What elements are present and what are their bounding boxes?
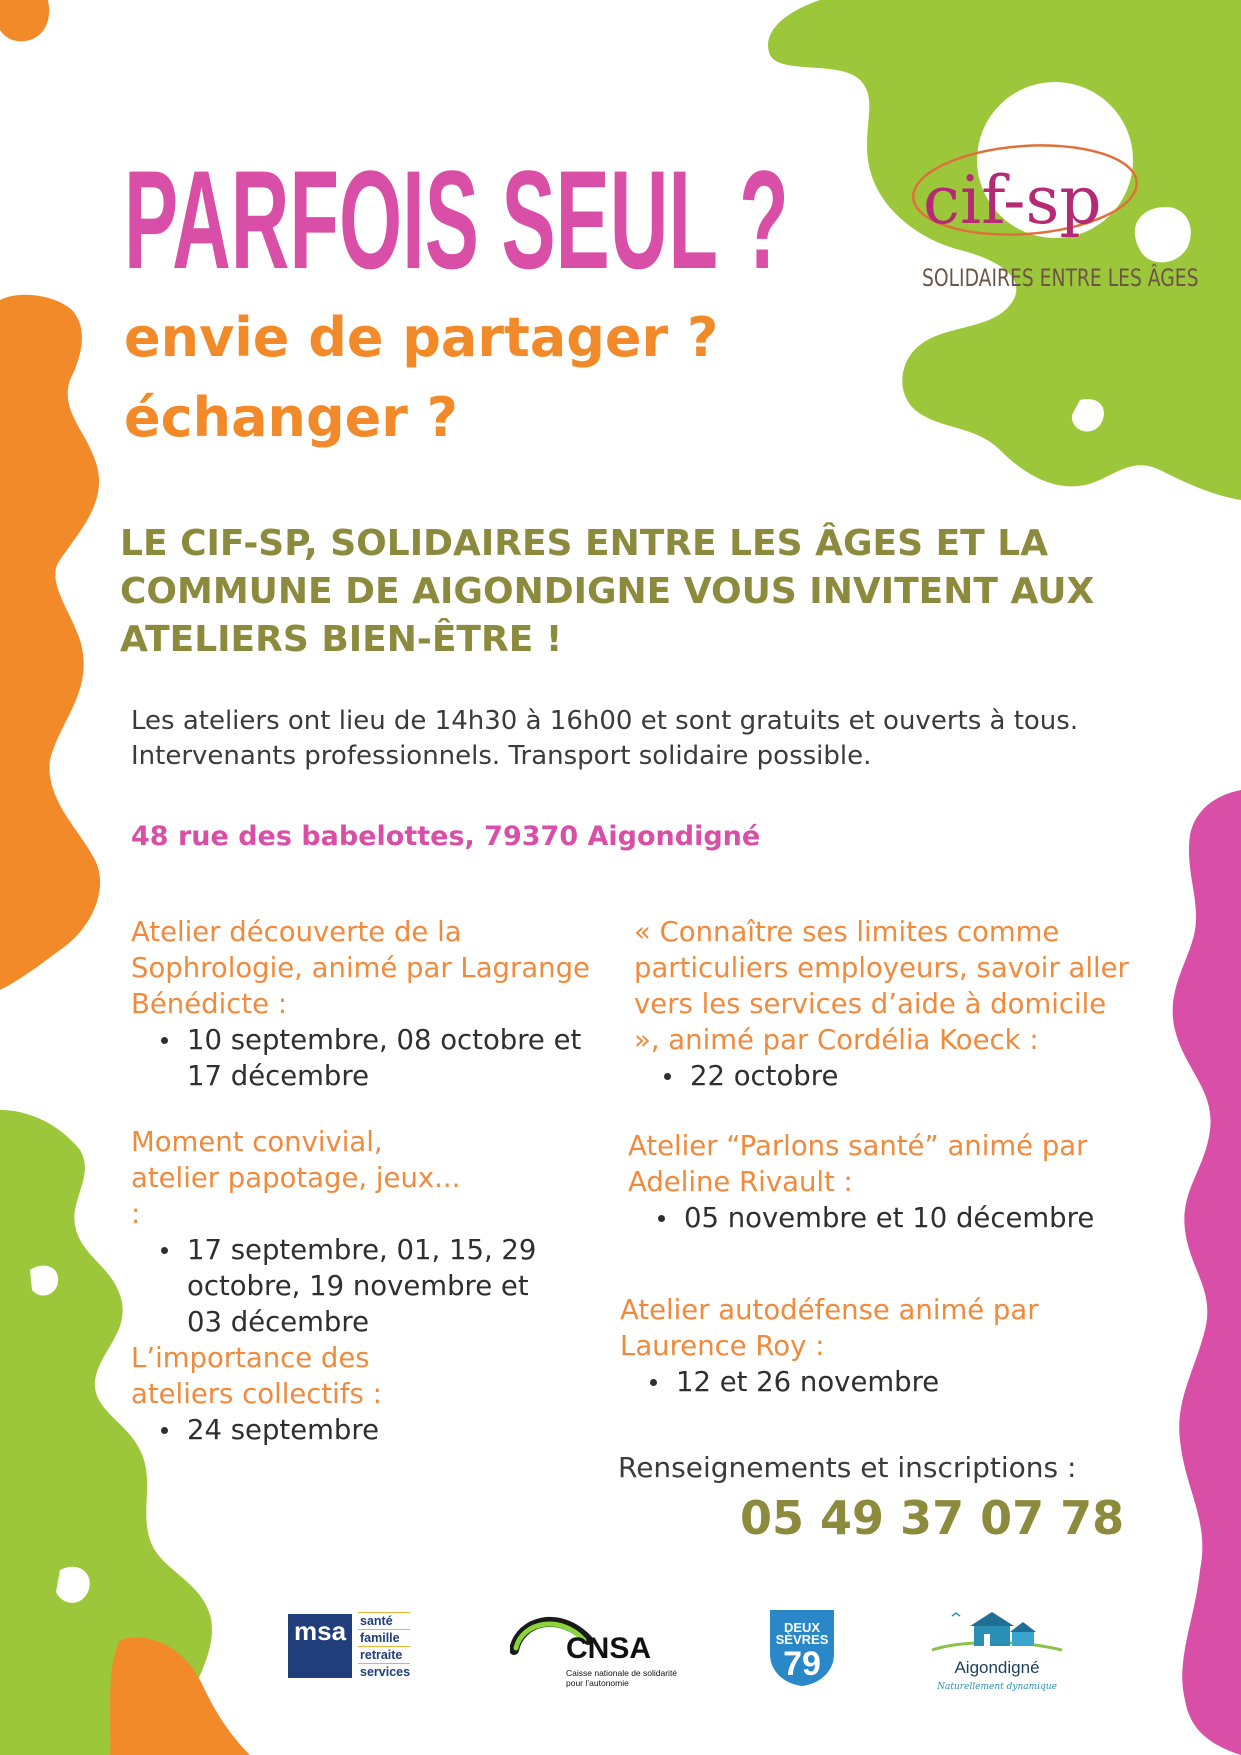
orange-bottom-blob [110,1637,250,1755]
workshop-dates: 22 octobre [690,1058,1134,1094]
orange-corner-blob [0,0,49,41]
workshop-moment-convivial [131,1124,571,1340]
intro-line-1: Les ateliers ont lieu de 14h30 à 16h00 et sont gratuits et ouverts à tous. [131,706,1079,736]
cnsa-logo [510,1610,690,1688]
aigondigne-tagline: Naturellement dynamique [937,1682,1057,1692]
workshop-parlons-sante [628,1128,1108,1236]
workshop-dates: 10 septembre, 08 octobre et 17 décembre [187,1022,611,1094]
workshop-ateliers-collectifs [131,1340,531,1448]
workshop-dates: 05 novembre et 10 décembre [684,1200,1108,1236]
headline: PARFOIS SEUL ? [124,141,789,298]
deux-sevres-logo [764,1610,840,1686]
cnsa-name: CNSA [566,1632,652,1665]
workshop-title: Atelier découverte de la Sophrologie, animé par Lagrange Bénédicte : [131,916,590,1020]
workshop-particuliers-employeurs [634,914,1134,1094]
deux-sevres-number: 79 [783,1645,821,1683]
pink-right-blob [1173,790,1241,1755]
subheading-partager: envie de partager ? [124,306,719,369]
msa-mark [288,1614,352,1678]
msa-words [358,1612,410,1680]
workshop-dates: 12 et 26 novembre [676,1364,1080,1400]
logo-tagline: SOLIDAIRES ENTRE LES ÂGES [922,264,1199,292]
invitation-text: LE CIF-SP, SOLIDAIRES ENTRE LES ÂGES ET LA COMMUNE DE AIGONDIGNE VOUS INVITENT AUX ATELIERS BIEN-ÊTRE ! [120,523,1095,660]
workshop-title: « Connaître ses limites comme particuliers employeurs, savoir aller vers les services d’aide à domicile », animé par Cordélia Koeck : [634,916,1129,1056]
address: 48 rue des babelottes, 79370 Aigondigné [131,821,761,852]
contact-label: Renseignements et inscriptions : [618,1451,1077,1484]
intro-text [131,704,1131,774]
workshop-autodefense [620,1292,1080,1400]
msa-word: retraite [358,1646,410,1663]
msa-logo [288,1612,426,1680]
workshop-title: Moment convivial, atelier papotage, jeux... : [131,1126,461,1230]
subheading-echanger: échanger ? [124,386,458,449]
workshop-title: Atelier “Parlons santé” animé par Adeline Rivault : [628,1130,1088,1198]
aigondigne-house-icon [922,1606,1072,1658]
msa-word: santé [358,1612,410,1629]
workshop-dates: 24 septembre [187,1412,531,1448]
msa-mark-letters: msa [294,1616,347,1646]
msa-word: famille [358,1629,410,1646]
intro-line-2: Intervenants professionnels. Transport solidaire possible. [131,741,872,771]
aigondigne-logo [922,1606,1072,1696]
deux-sevres-name: DEUX SÈVRES [775,1620,829,1647]
workshop-sophrologie [131,914,611,1094]
workshop-title: Atelier autodéfense animé par Laurence Roy : [620,1294,1039,1362]
orange-left-blob [0,295,100,990]
phone-number[interactable]: 05 49 37 07 78 [740,1491,1125,1545]
cifsp-logo-mark [905,125,1165,265]
cifsp-logo [905,125,1199,300]
msa-word: services [360,1665,411,1679]
workshop-title: L’importance des ateliers collectifs : [131,1342,382,1410]
cnsa-subtitle: Caisse nationale de solidarité pour l’autonomie [566,1668,678,1688]
aigondigne-name: Aigondigné [954,1658,1040,1677]
workshop-dates: 17 septembre, 01, 15, 29 octobre, 19 novembre et 03 décembre [187,1232,571,1340]
logo-letters-cif: cif-sp [923,162,1102,239]
